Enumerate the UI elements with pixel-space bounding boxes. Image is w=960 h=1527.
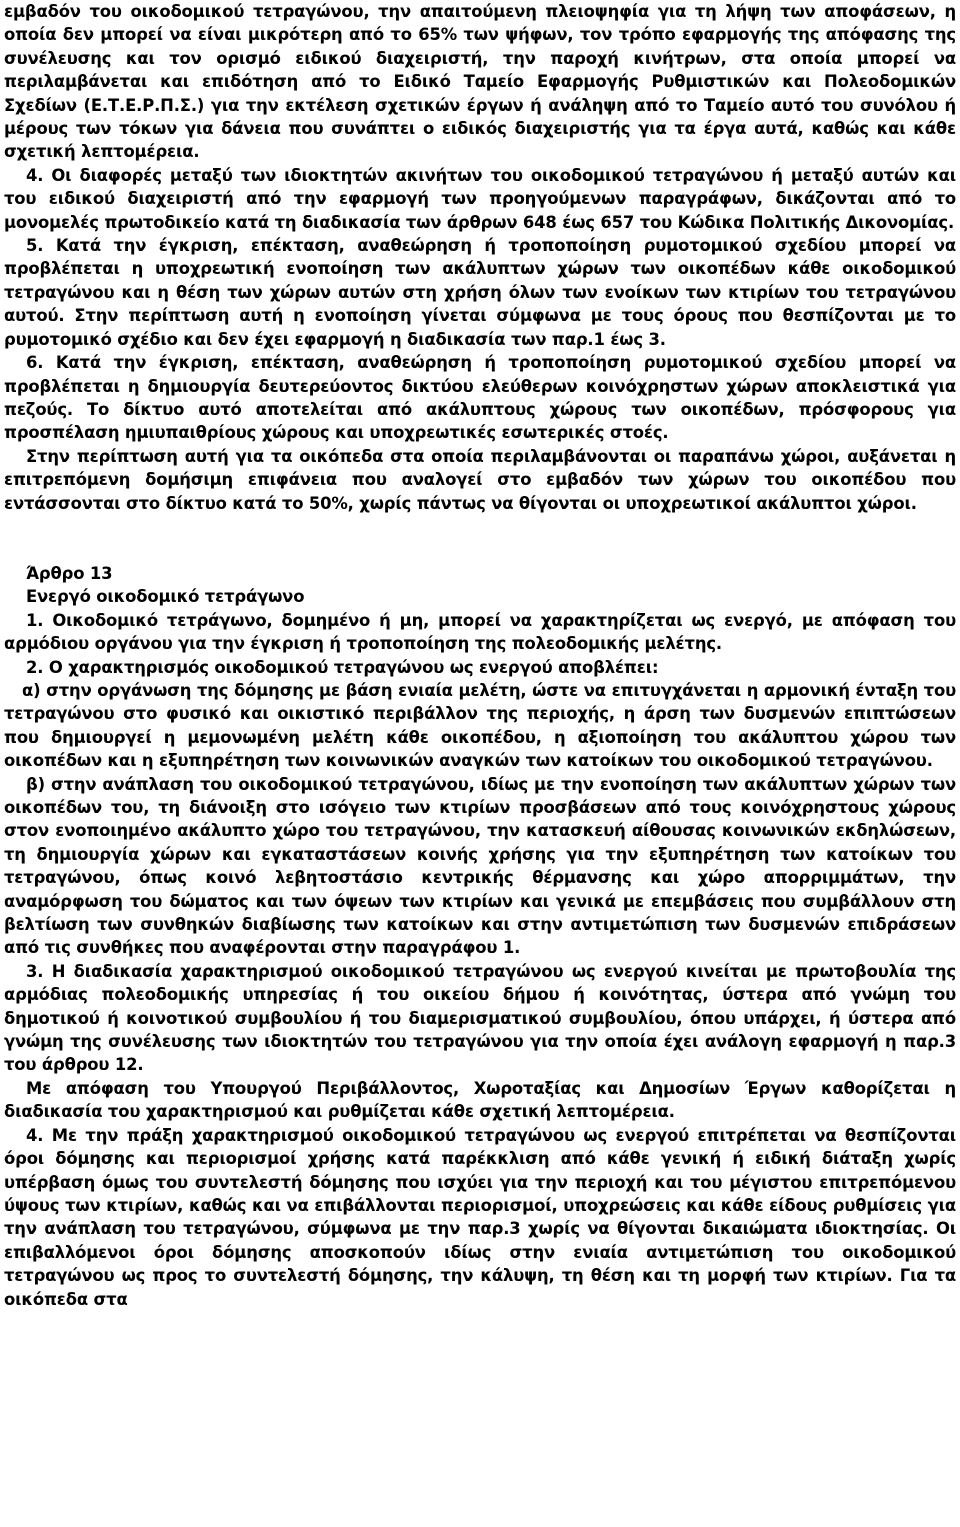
document-page bbox=[4, 0, 956, 1311]
paragraph-6: 6. Κατά την έγκριση, επέκταση, αναθεώρηση ή τροποποίηση ρυμοτομικού σχεδίου μπορεί να προβλέπεται η δημιουργία δευτερεύοντος δικτύου ελεύθερων κοινόχρηστων χώρων αποκλειστικά για πεζούς. Το δίκτυο αυτό αποτελείται από ακάλυπτους χώρους των οικοπέδων, πρόσφορους για προσπέλαση ημιυπαιθρίους χώρους και υποχρεωτικές εσωτερικές στοές. bbox=[4, 353, 956, 443]
paragraph-continuation: εμβαδόν του οικοδομικού τετραγώνου, την απαιτούμενη πλειοψηφία για τη λήψη των αποφάσεων, η οποία δεν μπορεί να είναι μικρότερη από το 65% των ψήφων, τον τρόπο εφαρμογής της απόφασης της συνέλευσης και τον ορισμό ειδικού διαχειριστή, την παροχή κινήτρων, στα οποία μπορεί να περιλαμβάνεται και επιδότηση από το Ειδικό Ταμείο Εφαρμογής Ρυθμιστικών και Πολεοδομικών Σχεδίων (Ε.Τ.Ε.Ρ.Π.Σ.) για την εκτέλεση σχετικών έργων ή ανάληψη από το Ταμείο αυτό του συνόλου ή μέρους των τόκων για δάνεια που συνάπτει ο ειδικός διαχειριστής για τα έργα αυτά, καθώς και κάθε σχετική λεπτομέρεια. bbox=[4, 2, 956, 162]
article-paragraph-4: 4. Με την πράξη χαρακτηρισμού οικοδομικού τετραγώνου ως ενεργού επιτρέπεται να θεσπίζονται όροι δόμησης και περιορισμοί χρήσης κατά παρέκκλιση από κάθε γενική ή ειδική διάταξη χωρίς υπέρβαση όμως του συντελεστή δόμησης που ισχύει για την περιοχή και του μέγιστου επιτρεπόμενου ύψους των κτιρίων, καθώς και να επιβάλλονται περιορισμοί, υποχρεώσεις και κάθε είδους ρυθμίσεις για την ανάπλαση του τετραγώνου, σύμφωνα με την παρ.3 χωρίς να θίγονται δικαιώματα ιδιοκτησίας. Οι επιβαλλόμενοι όροι δόμησης αποσκοπούν ιδίως στην ενιαία αντιμετώπιση του οικοδομικού τετραγώνου ως προς το συντελεστή δόμησης, την κάλυψη, τη θέση και τη μορφή των κτιρίων. Για τα οικόπεδα στα bbox=[4, 1125, 956, 1309]
article-paragraph-2a: α) στην οργάνωση της δόμησης με βάση ενιαία μελέτη, ώστε να επιτυγχάνεται η αρμονική ένταξη του τετραγώνου στο φυσικό και οικιστικό περιβάλλον της περιοχής, η άρση των δυσμενών επιπτώσεων που δημιουργεί η μεμονωμένη μελέτη κάθε οικοπέδου, η αξιοποίηση του ακάλυπτου χώρου των οικοπέδων και η εξυπηρέτηση των κοινωνικών αναγκών των κατοίκων του οικοδομικού τετραγώνου. bbox=[4, 680, 956, 771]
article-title: Ενεργό οικοδομικό τετράγωνο bbox=[26, 587, 305, 607]
section-gap bbox=[4, 515, 956, 562]
article-paragraph-2b: β) στην ανάπλαση του οικοδομικού τετραγώνου, ιδίως με την ενοποίηση των ακάλυπτων χώρων των οικοπέδων του, τη διάνοιξη στο ισόγειο των κτιρίων προσβάσεων από τους κοινόχρηστους χώρους στον ενοποιημένο ακάλυπτο χώρο του τετραγώνου, την κατασκευή αίθουσας κοινωνικών εκδηλώσεων, τη δημιουργία χώρων και εγκαταστάσεων κοινής χρήσης για την εξυπηρέτηση των κατοίκων του τετραγώνου, όπως κοινό λεβητοστάσιο κεντρικής θέρμανσης και χώρο απορριμμάτων, την αναμόρφωση του δώματος και των όψεων των κτιρίων και γενικά με επεμβάσεις που συμβάλλουν στη βελτίωση των συνθηκών διαβίωσης των κατοίκων και στην αντιμετώπιση των δυσμενών επιδράσεων από τις συνθήκες που αναφέρονται στην παραγράφου 1. bbox=[4, 774, 956, 958]
paragraph-5: 5. Κατά την έγκριση, επέκταση, αναθεώρηση ή τροποποίηση ρυμοτομικού σχεδίου μπορεί να προβλέπεται η υποχρεωτική ενοποίηση των ακάλυπτων χώρων των οικοπέδων κάθε οικοδομικού τετραγώνου και η θέση των χώρων αυτών στη χρήση όλων των ενοίκων των κτιρίων του τετραγώνου αυτού. Στην περίπτωση αυτή η ενοποίηση γίνεται σύμφωνα με τους όρους που θεσπίζονται με το ρυμοτομικό σχέδιο και δεν έχει εφαρμογή η διαδικασία των παρ.1 έως 3. bbox=[4, 236, 956, 349]
article-paragraph-3-ministry: Με απόφαση του Υπουργού Περιβάλλοντος, Χωροταξίας και Δημοσίων Έργων καθορίζεται η διαδικασία του χαρακτηρισμού και ρυθμίζεται κάθε σχετική λεπτομέρεια. bbox=[4, 1078, 956, 1122]
article-paragraph-1: 1. Οικοδομικό τετράγωνο, δομημένο ή μη, μπορεί να χαρακτηρίζεται ως ενεργό, με απόφαση του αρμόδιου οργάνου για την έγκριση ή τροποποίηση της πολεοδομικής μελέτης. bbox=[4, 610, 956, 654]
paragraph-4: 4. Οι διαφορές μεταξύ των ιδιοκτητών ακινήτων του οικοδομικού τετραγώνου ή μεταξύ αυτών και του ειδικού διαχειριστή από την εφαρμογή των προηγούμενων παραγράφων, δικάζονται από το μονομελές πρωτοδικείο κατά τη διαδικασία των άρθρων 648 έως 657 του Κώδικα Πολιτικής Δικονομίας. bbox=[4, 165, 956, 232]
article-paragraph-3: 3. Η διαδικασία χαρακτηρισμού οικοδομικού τετραγώνου ως ενεργού κινείται με πρωτοβουλία της αρμόδιας πολεοδομικής υπηρεσίας ή του οικείου δήμου ή κοινότητας, ύστερα από γνώμη του δημοτικού ή κοινοτικού συμβουλίου ή του διαμερισματικού συμβουλίου, όπου υπάρχει, ή ύστερα από γνώμη της συνέλευσης των ιδιοκτητών του τετραγώνου για την οποία έχει ανάλογη εφαρμογή η παρ.3 του άρθρου 12. bbox=[4, 961, 956, 1075]
article-paragraph-2: 2. Ο χαρακτηρισμός οικοδομικού τετραγώνου ως ενεργού αποβλέπει: bbox=[26, 657, 659, 677]
article-number: Άρθρο 13 bbox=[26, 563, 113, 583]
paragraph-6-continued: Στην περίπτωση αυτή για τα οικόπεδα στα οποία περιλαμβάνονται οι παραπάνω χώροι, αυξάνεται η επιτρεπόμενη δομήσιμη επιφάνεια που αναλογεί στο εμβαδόν των χώρων του οικοπέδου που εντάσσονται στο δίκτυο κατά το 50%, χωρίς πάντως να θίγονται οι υποχρεωτικοί ακάλυπτοι χώροι. bbox=[4, 446, 956, 513]
